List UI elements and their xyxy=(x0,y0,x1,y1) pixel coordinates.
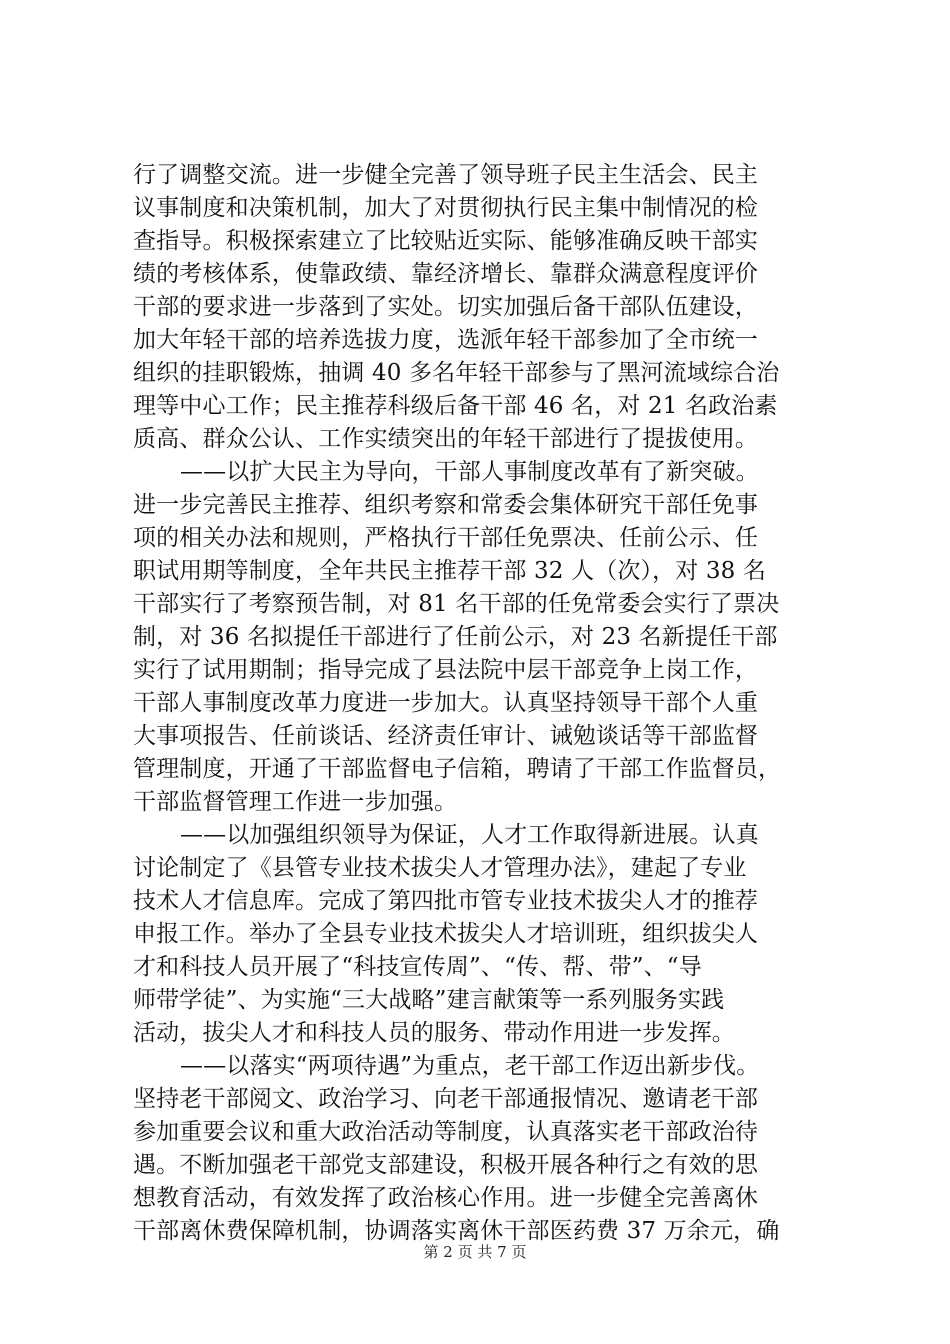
body-line: 职试用期等制度，全年共民主推荐干部 32 人（次），对 38 名 xyxy=(133,558,767,584)
body-line: 参加重要会议和重大政治活动等制度，认真落实老干部政治待 xyxy=(133,1119,759,1145)
body-line: 想教育活动，有效发挥了政治核心作用。进一步健全完善离休 xyxy=(133,1185,759,1211)
body-line: 行了调整交流。进一步健全完善了领导班子民主生活会、民主 xyxy=(133,162,759,188)
section-heading-line: ——以加强组织领导为保证，人才工作取得新进展。认真 xyxy=(180,822,759,848)
body-line: 议事制度和决策机制，加大了对贯彻执行民主集中制情况的检 xyxy=(133,195,759,221)
body-line: 绩的考核体系，使靠政绩、靠经济增长、靠群众满意程度评价 xyxy=(133,261,759,287)
body-line: 师带学徒”、为实施“三大战略”建言献策等一系列服务实践 xyxy=(133,987,725,1013)
body-line: 制，对 36 名拟提任干部进行了任前公示，对 23 名新提任干部 xyxy=(133,624,778,650)
body-line: 质高、群众公认、工作实绩突出的年轻干部进行了提拔使用。 xyxy=(133,426,759,452)
body-line: 才和科技人员开展了“科技宣传周”、“传、帮、带”、“导 xyxy=(133,954,702,980)
body-line: 加大年轻干部的培养选拔力度，选派年轻干部参加了全市统一 xyxy=(133,327,759,353)
body-line: 申报工作。举办了全县专业技术拔尖人才培训班，组织拔尖人 xyxy=(133,921,759,947)
section-heading-line: ——以扩大民主为导向，干部人事制度改革有了新突破。 xyxy=(180,459,759,485)
body-line: 技术人才信息库。完成了第四批市管专业技术拔尖人才的推荐 xyxy=(133,888,759,914)
body-line: 讨论制定了《县管专业技术拔尖人才管理办法》，建起了专业 xyxy=(133,855,747,881)
body-line: 活动，拔尖人才和科技人员的服务、带动作用进一步发挥。 xyxy=(133,1020,735,1046)
page-number-footer: 第 2 页 共 7 页 xyxy=(423,1243,527,1261)
body-line: 理等中心工作；民主推荐科级后备干部 46 名，对 21 名政治素 xyxy=(133,393,778,419)
body-line: 干部的要求进一步落到了实处。切实加强后备干部队伍建设， xyxy=(133,294,759,320)
body-line: 进一步完善民主推荐、组织考察和常委会集体研究干部任免事 xyxy=(133,492,759,518)
body-line: 组织的挂职锻炼，抽调 40 多名年轻干部参与了黑河流域综合治 xyxy=(133,360,780,386)
body-line: 管理制度，开通了干部监督电子信箱，聘请了干部工作监督员， xyxy=(133,756,782,782)
body-line: 干部人事制度改革力度进一步加大。认真坚持领导干部个人重 xyxy=(133,690,759,716)
body-line: 干部监督管理工作进一步加强。 xyxy=(133,789,458,815)
body-line: 遇。不断加强老干部党支部建设，积极开展各种行之有效的思 xyxy=(133,1152,759,1178)
body-line: 项的相关办法和规则，严格执行干部任免票决、任前公示、任 xyxy=(133,525,759,551)
body-line: 坚持老干部阅文、政治学习、向老干部通报情况、邀请老干部 xyxy=(133,1086,759,1112)
body-line: 大事项报告、任前谈话、经济责任审计、诫勉谈话等干部监督 xyxy=(133,723,759,749)
body-line: 实行了试用期制；指导完成了县法院中层干部竞争上岗工作， xyxy=(133,657,759,683)
body-line: 查指导。积极探索建立了比较贴近实际、能够准确反映干部实 xyxy=(133,228,759,254)
section-heading-line: ——以落实“两项待遇”为重点，老干部工作迈出新步伐。 xyxy=(180,1053,760,1079)
body-line: 干部离休费保障机制，协调落实离休干部医药费 37 万余元，确 xyxy=(133,1218,780,1244)
body-line: 干部实行了考察预告制，对 81 名干部的任免常委会实行了票决 xyxy=(133,591,780,617)
